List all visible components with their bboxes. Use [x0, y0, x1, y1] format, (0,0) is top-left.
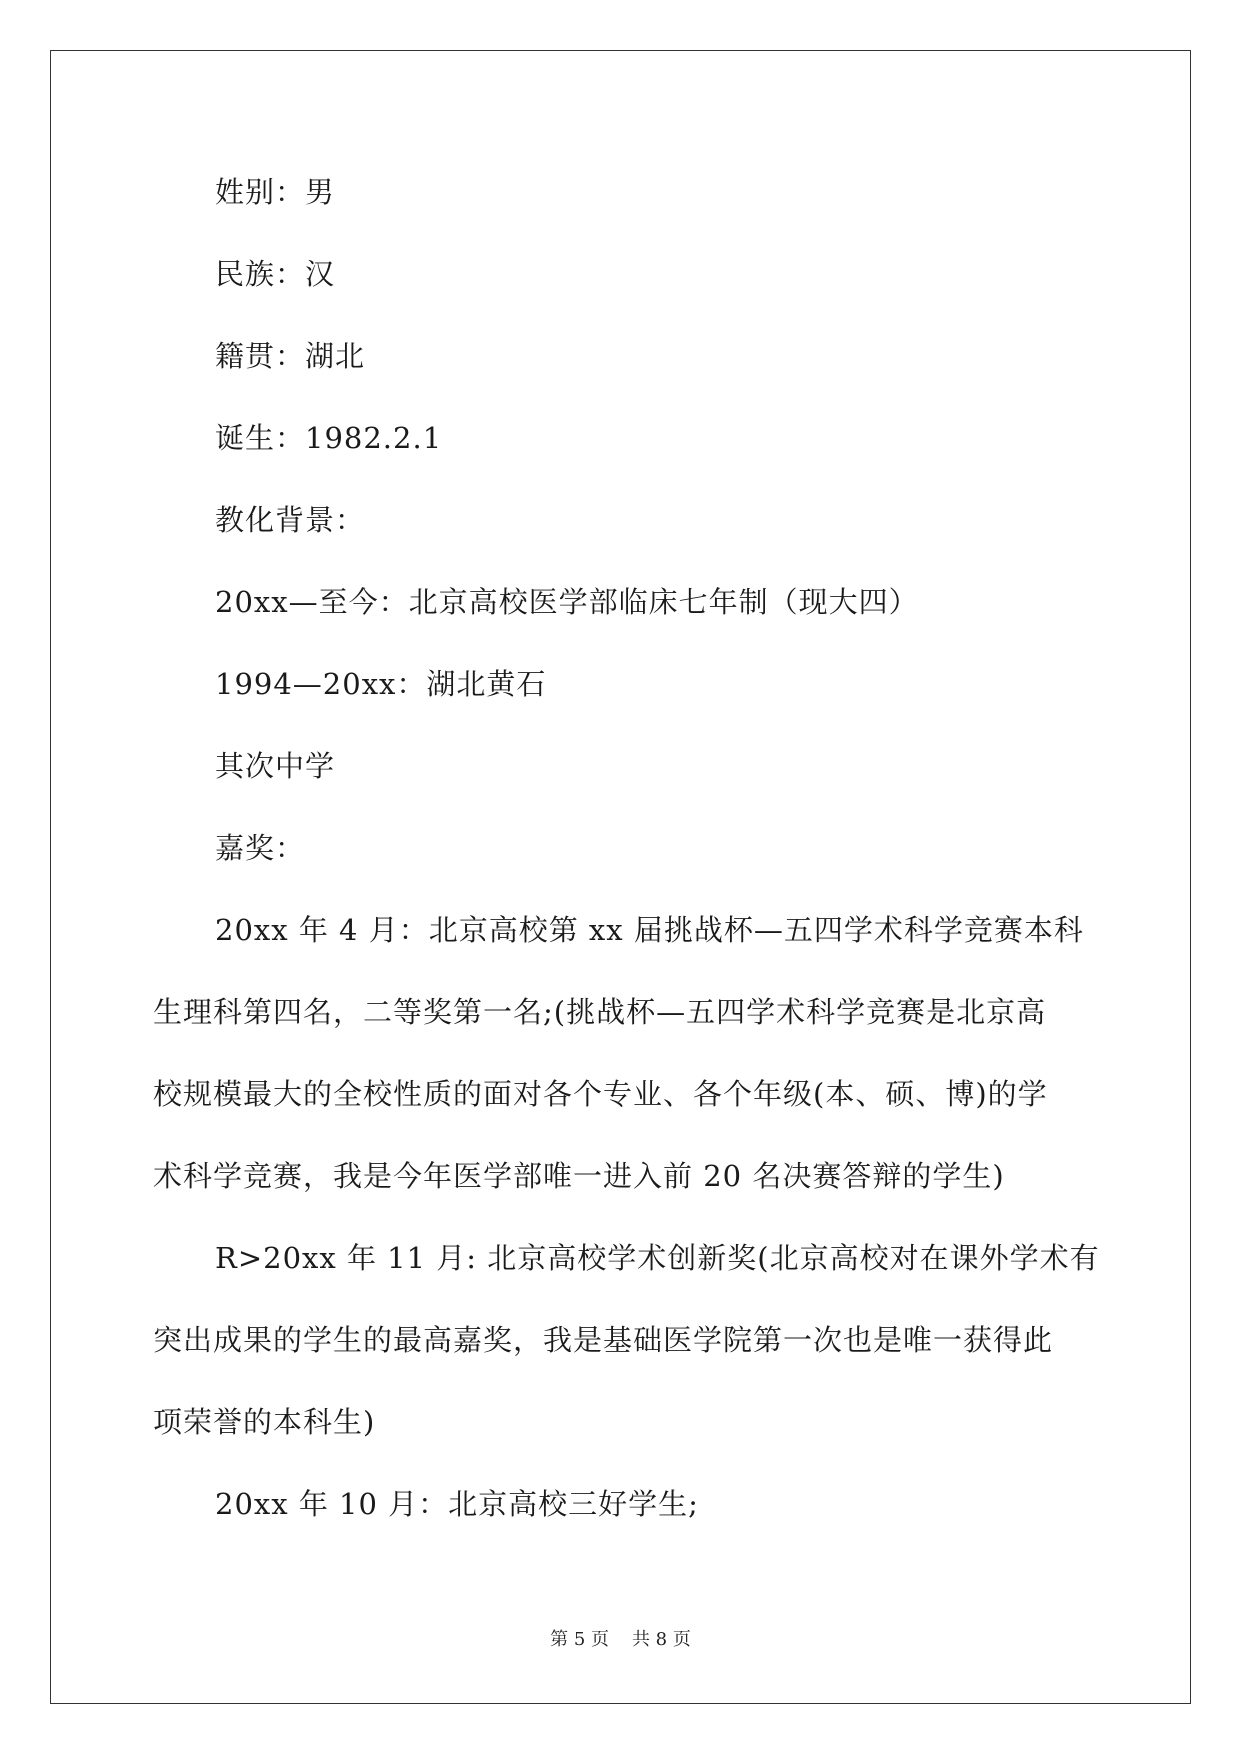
ethnicity-line: 民族：汉 — [215, 257, 336, 291]
education-item: 1994—20xx：湖北黄石 — [215, 667, 547, 701]
education-item: 20xx—至今：北京高校医学部临床七年制（现大四） — [215, 585, 919, 619]
award-paragraph-line: 生理科第四名，二等奖第一名;(挑战杯—五四学术科学竞赛是北京高 — [153, 995, 1047, 1029]
award-paragraph-line: 术科学竞赛，我是今年医学部唯一进入前 20 名决赛答辩的学生) — [153, 1159, 1005, 1193]
education-heading: 教化背景： — [215, 503, 366, 537]
hometown-line: 籍贯：湖北 — [215, 339, 366, 373]
award-paragraph-line: 20xx 年 4 月：北京高校第 xx 届挑战杯—五四学术科学竞赛本科 — [215, 913, 1084, 947]
page-footer — [0, 1628, 1241, 1652]
award-paragraph-line: 20xx 年 10 月：北京高校三好学生; — [215, 1487, 699, 1521]
award-paragraph-line: 校规模最大的全校性质的面对各个专业、各个年级(本、硕、博)的学 — [153, 1077, 1048, 1111]
award-paragraph-line: 项荣誉的本科生) — [153, 1405, 376, 1439]
gender-line: 姓别：男 — [215, 175, 336, 209]
birthdate-line: 诞生：1982.2.1 — [215, 421, 443, 455]
page-border — [50, 50, 1191, 1704]
page-total: 共 8 页 — [631, 1629, 691, 1650]
award-paragraph-line: R>20xx 年 11 月: 北京高校学术创新奖(北京高校对在课外学术有 — [215, 1241, 1100, 1275]
award-paragraph-line: 突出成果的学生的最高嘉奖，我是基础医学院第一次也是唯一获得此 — [153, 1323, 1054, 1357]
education-item: 其次中学 — [215, 749, 336, 783]
awards-heading: 嘉奖： — [215, 831, 306, 865]
page-number: 第 5 页 — [550, 1629, 610, 1650]
